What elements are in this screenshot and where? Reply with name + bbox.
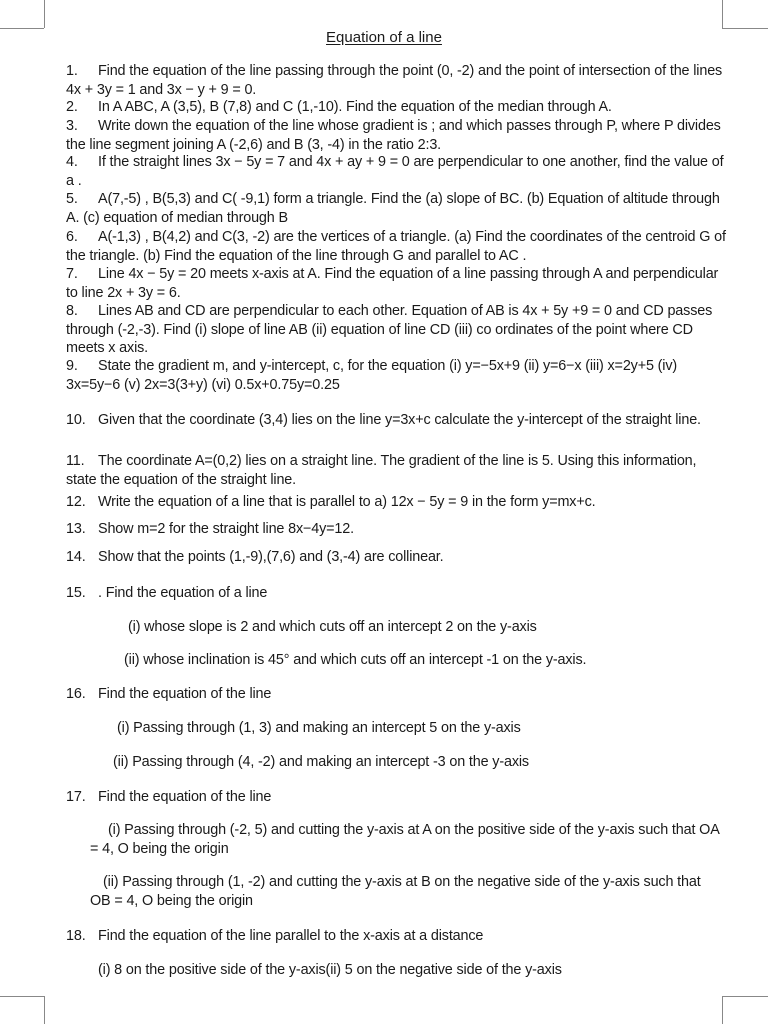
subpart-18-i: (i) 8 on the positive side of the y-axis(ii) 5 on the negative side of the y-axis <box>98 962 562 978</box>
question-16 <box>66 685 726 704</box>
question-text: If the straight lines 3x − 5y = 7 and 4x + ay + 9 = 0 are perpendicular to one another, find the value of a . <box>66 154 724 189</box>
question-number: 6. <box>66 229 78 245</box>
question-number: 7. <box>66 266 78 282</box>
subpart-16-i: (i) Passing through (1, 3) and making an intercept 5 on the y-axis <box>117 720 521 736</box>
subpart-17-ii: (ii) Passing through (1, -2) and cutting the y-axis at B on the negative side of the y-axis such that OB = 4, O being the origin <box>90 874 701 909</box>
question-6 <box>66 228 726 265</box>
question-text: A(7,-5) , B(5,3) and C( -9,1) form a triangle. Find the (a) slope of BC. (b) Equation of altitude through A. (c) equation of median through B <box>66 191 720 226</box>
question-text: Given that the coordinate (3,4) lies on the line y=3x+c calculate the y-intercept of the straight line. <box>98 412 701 428</box>
question-7 <box>66 265 726 302</box>
crop-mark-bottom-left <box>44 996 45 1024</box>
question-number: 18. <box>66 928 86 944</box>
question-number: 3. <box>66 118 78 134</box>
question-5 <box>66 190 726 227</box>
subpart-16-ii: (ii) Passing through (4, -2) and making an intercept -3 on the y-axis <box>113 754 529 770</box>
crop-mark-bottom-left <box>0 996 44 997</box>
question-text: Find the equation of the line parallel to the x-axis at a distance <box>98 928 484 944</box>
question-text: State the gradient m, and y-intercept, c, for the equation (i) y=−5x+9 (ii) y=6−x (iii) x=2y+5 (iv) 3x=5y−6 (v) 2x=3(3+y) (vi) 0.5x+0.75y=0.25 <box>66 358 678 393</box>
subpart-17-i: (i) Passing through (-2, 5) and cutting the y-axis at A on the positive side of the y-axis such that OA = 4, O being the origin <box>90 822 719 857</box>
question-number: 4. <box>66 154 78 170</box>
crop-mark-bottom-right <box>722 996 768 997</box>
question-3 <box>66 117 726 154</box>
question-18 <box>66 927 726 946</box>
question-14 <box>66 548 726 567</box>
question-text: Write down the equation of the line whose gradient is ; and which passes through P, where P divides the line segment joining A (-2,6) and B (3, -4) in the ratio 2:3. <box>66 118 721 153</box>
crop-mark-bottom-right <box>722 996 723 1024</box>
question-text: Line 4x − 5y = 20 meets x-axis at A. Find the equation of a line passing through A and perpendicular to line 2x + 3y = 6. <box>66 266 719 301</box>
question-number: 16. <box>66 686 86 702</box>
question-8 <box>66 302 726 358</box>
question-17 <box>66 788 726 807</box>
subpart-15-i: (i) whose slope is 2 and which cuts off an intercept 2 on the y-axis <box>128 619 537 635</box>
question-number: 8. <box>66 303 78 319</box>
question-number: 13. <box>66 521 86 537</box>
question-2 <box>66 98 726 117</box>
question-1 <box>66 62 726 99</box>
question-number: 1. <box>66 63 78 79</box>
question-15 <box>66 584 726 603</box>
question-13 <box>66 520 726 539</box>
question-number: 10. <box>66 412 86 428</box>
question-12 <box>66 493 726 512</box>
question-text: Find the equation of the line <box>98 686 272 702</box>
question-text: Show that the points (1,-9),(7,6) and (3,-4) are collinear. <box>98 549 444 565</box>
question-text: The coordinate A=(0,2) lies on a straight line. The gradient of the line is 5. Using this information, state the equation of the straight line. <box>66 453 697 488</box>
question-text: Lines AB and CD are perpendicular to each other. Equation of AB is 4x + 5y +9 = 0 and CD passes through (-2,-3). Find (i) slope of line AB (ii) equation of line CD (iii) co ordinates of the point where CD meets x axis. <box>66 303 713 356</box>
question-number: 17. <box>66 789 86 805</box>
question-text: Write the equation of a line that is parallel to a) 12x − 5y = 9 in the form y=mx+c. <box>98 494 596 510</box>
crop-mark-top-left <box>44 0 45 28</box>
question-4 <box>66 153 726 190</box>
question-number: 2. <box>66 99 78 115</box>
question-10 <box>66 411 726 430</box>
question-text: A(-1,3) , B(4,2) and C(3, -2) are the vertices of a triangle. (a) Find the coordinates of the centroid G of the triangle. (b) Find the equation of the line through G and parallel to AC . <box>66 229 726 264</box>
question-text: Show m=2 for the straight line 8x−4y=12. <box>98 521 354 537</box>
page-title: Equation of a line <box>326 29 442 46</box>
question-number: 9. <box>66 358 78 374</box>
crop-mark-top-right <box>722 0 723 28</box>
question-text: Find the equation of the line <box>98 789 272 805</box>
question-text: In A ABC, A (3,5), B (7,8) and C (1,-10). Find the equation of the median through A. <box>98 99 612 115</box>
question-number: 15. <box>66 585 86 601</box>
question-text: Find the equation of the line passing through the point (0, -2) and the point of intersection of the lines 4x + 3y = 1 and 3x − y + 9 = 0. <box>66 63 723 98</box>
question-text: . Find the equation of a line <box>98 585 268 601</box>
question-number: 14. <box>66 549 86 565</box>
subpart-15-ii: (ii) whose inclination is 45° and which cuts off an intercept -1 on the y-axis. <box>124 652 587 668</box>
question-number: 12. <box>66 494 86 510</box>
question-number: 5. <box>66 191 78 207</box>
question-11 <box>66 452 726 489</box>
question-number: 11. <box>66 453 85 469</box>
question-9 <box>66 357 726 394</box>
